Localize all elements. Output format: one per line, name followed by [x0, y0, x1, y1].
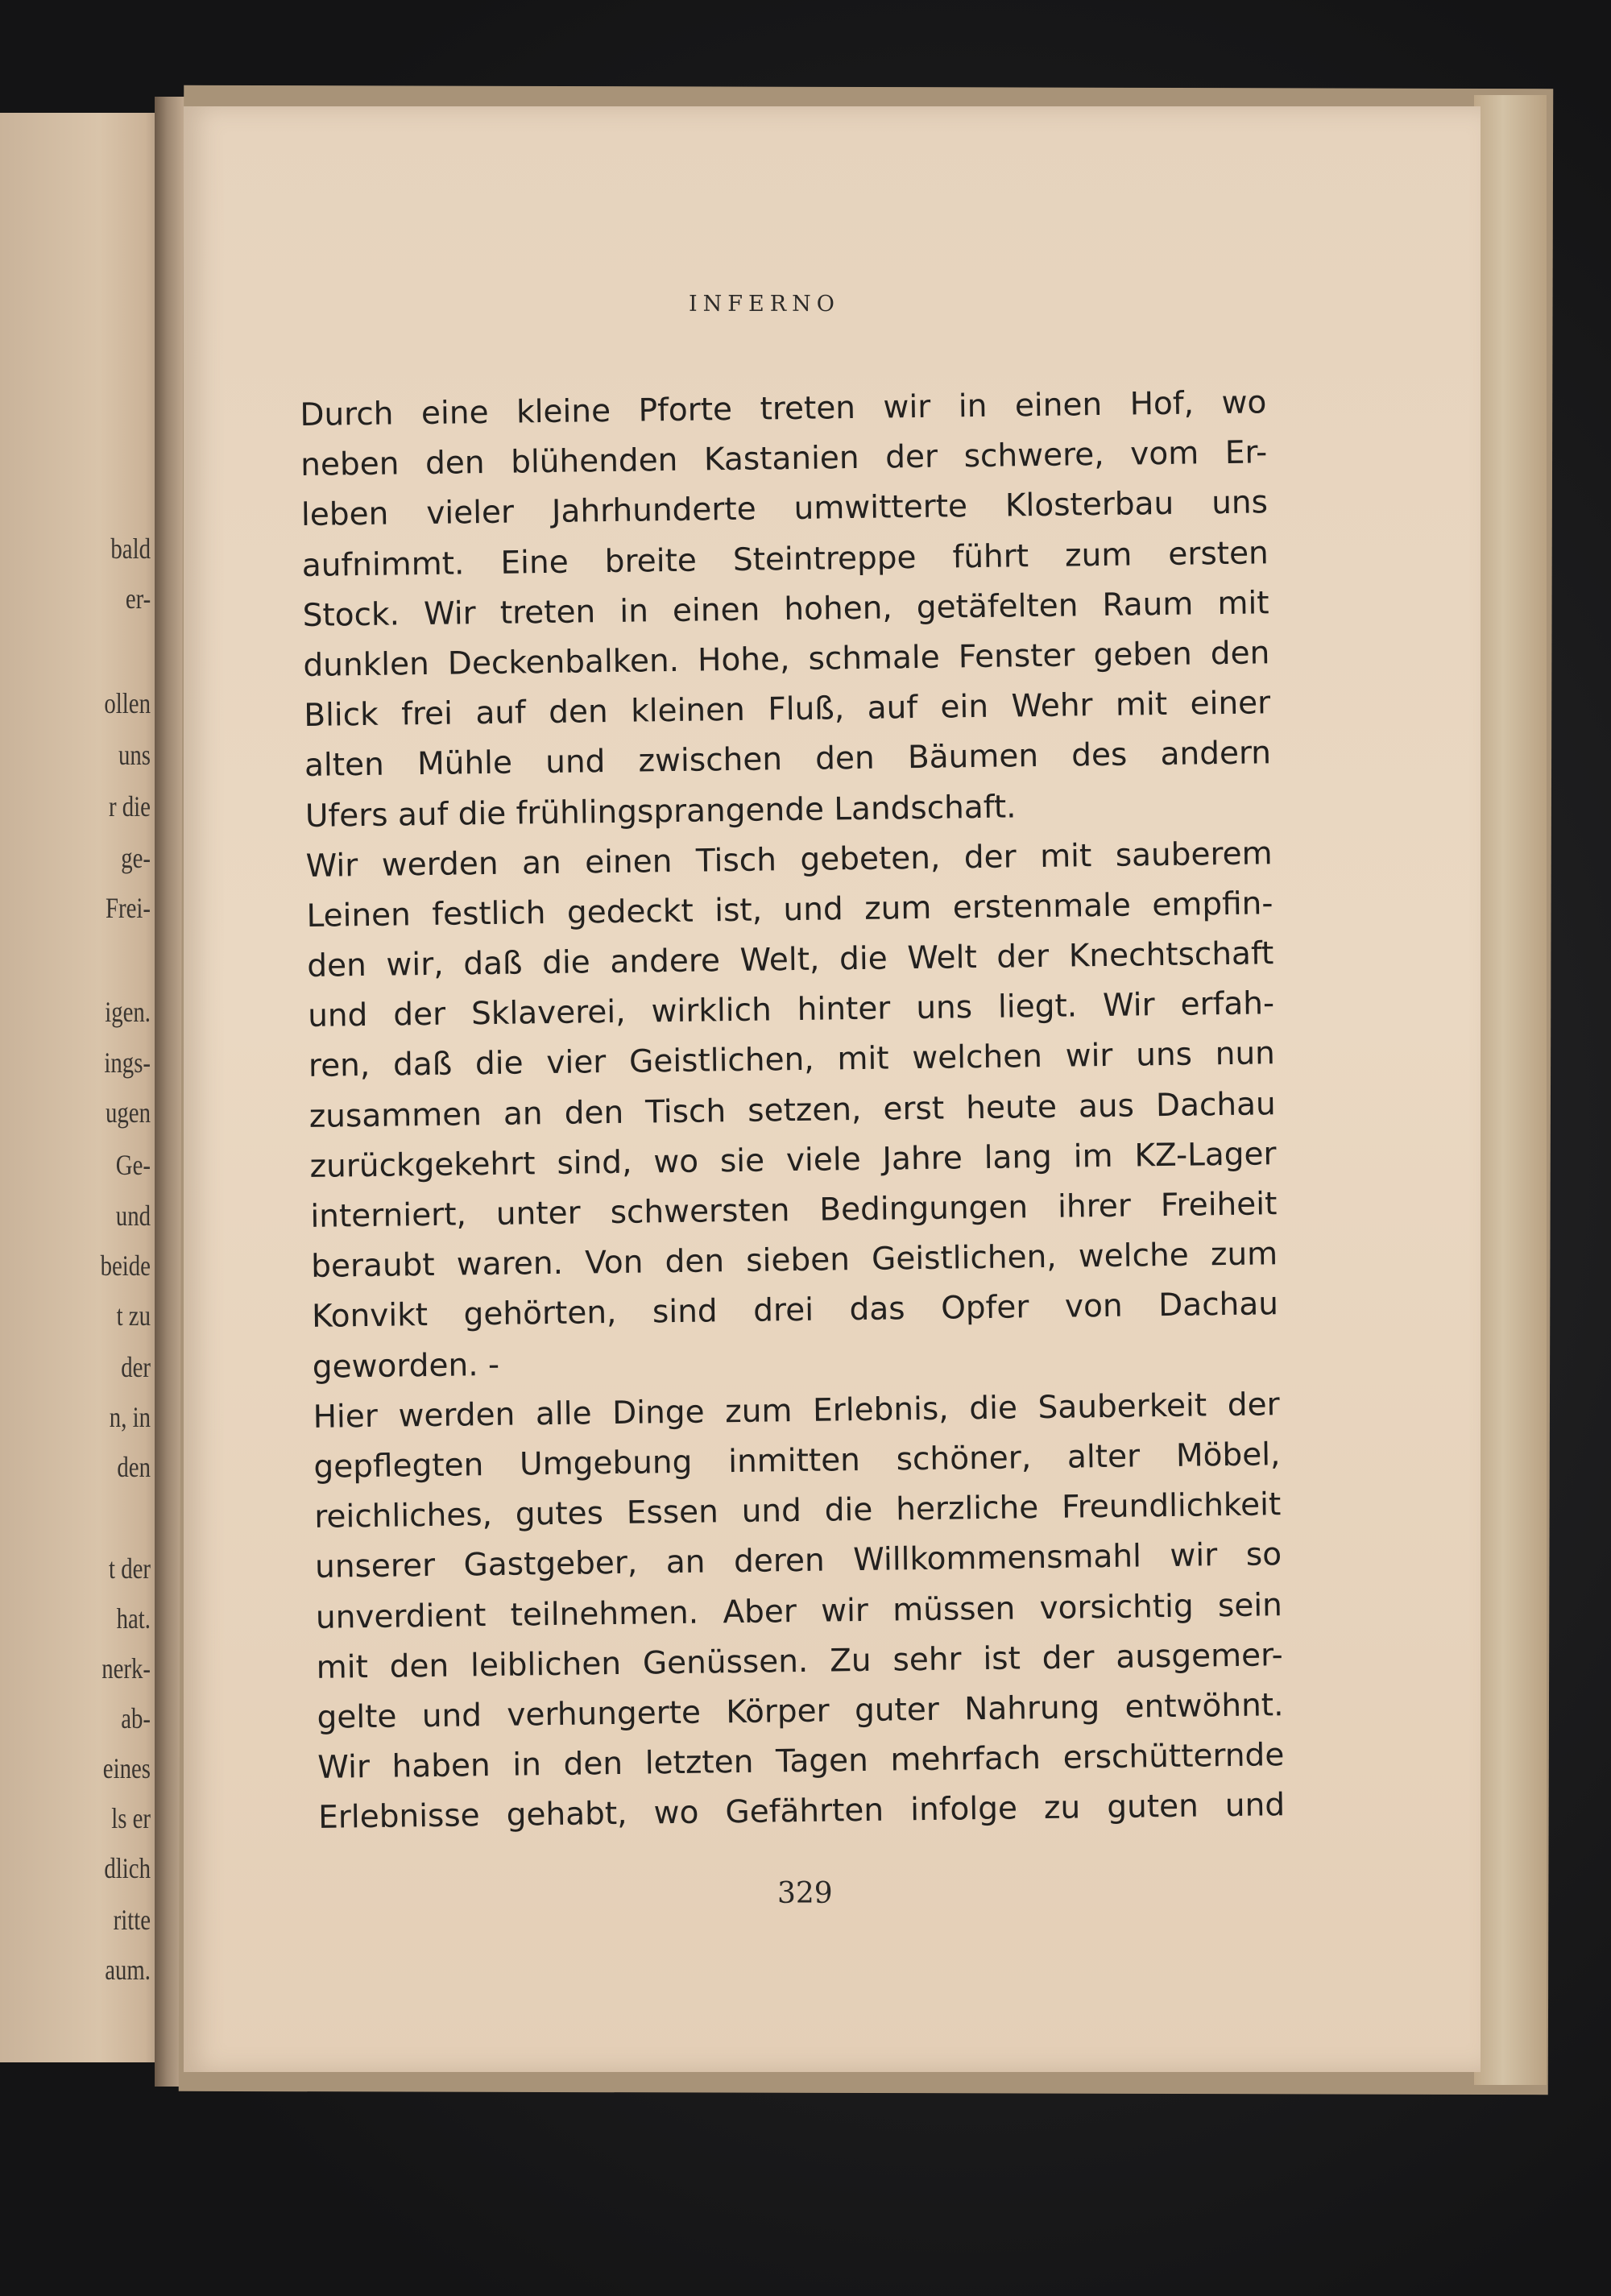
left-fragment: nerk- [101, 1652, 151, 1685]
left-fragment: Ge- [115, 1149, 151, 1181]
cover-right-edge [1474, 95, 1547, 2085]
text-line: gelte und verhungerte Körper guter Nahrung entwöhnt. [317, 1687, 1284, 1736]
text-line: unserer Gastgeber, an deren Willkommensmahl wir so [314, 1536, 1282, 1586]
left-fragment: t zu [116, 1299, 151, 1332]
left-fragment: igen. [105, 996, 151, 1028]
left-fragment: Frei- [106, 892, 151, 924]
text-line: beraubt waren. Von den sieben Geistlichen, welche zum [310, 1236, 1278, 1286]
left-fragment: ab- [121, 1702, 151, 1734]
text-line: reichliches, gutes Essen und die herzliche Freundlichkeit [314, 1486, 1282, 1536]
text-line: den wir, daß die andere Welt, die Welt der Knechtschaft [307, 935, 1274, 984]
text-line: und der Sklaverei, wirklich hinter uns liegt. Wir erfah- [307, 985, 1275, 1035]
text-line: zurückgekehrt sind, wo sie viele Jahre lang im KZ-Lager [309, 1136, 1277, 1185]
text-line: Blick frei auf den kleinen Fluß, auf ein Wehr mit einer [303, 685, 1271, 735]
left-fragment: ollen [104, 687, 151, 719]
text-line: Ufers auf die frühlingsprangende Landschaft. [304, 788, 1017, 835]
left-fragment: ritte [113, 1904, 151, 1936]
text-line: Erlebnisse gehabt, wo Gefährten infolge zu guten und [317, 1787, 1286, 1837]
text-line: geworden. - [312, 1346, 500, 1386]
left-page-fragment [0, 113, 165, 2062]
left-fragment: er- [125, 582, 151, 615]
left-fragment: eines [102, 1752, 151, 1784]
text-line: aufnimmt. Eine breite Steintreppe führt zum ersten [301, 534, 1269, 584]
left-fragment: dlich [104, 1852, 151, 1884]
text-line: ren, daß die vier Geistlichen, mit welchen wir uns nun [308, 1035, 1276, 1085]
left-fragment: aum. [105, 1954, 151, 1986]
text-line: mit den leiblichen Genüssen. Zu sehr ist der ausgemer- [316, 1636, 1283, 1686]
text-line: leben vieler Jahrhunderte umwitterte Klosterbau uns [300, 484, 1269, 534]
left-fragment: r die [109, 790, 151, 823]
left-fragment: hat. [116, 1602, 151, 1635]
text-line: gepflegten Umgebung inmitten schöner, alter Möbel, [313, 1436, 1281, 1486]
text-line: Stock. Wir treten in einen hohen, getäfelten Raum mit [302, 585, 1269, 634]
text-line: Leinen festlich gedeckt ist, und zum erstenmale empfin- [306, 885, 1273, 935]
left-fragment: beide [100, 1250, 151, 1282]
text-line: neben den blühenden Kastanien der schwere, vom Er- [300, 434, 1268, 484]
text-line: Durch eine kleine Pforte treten wir in einen Hof, wo [300, 384, 1267, 433]
running-head: INFERNO [689, 292, 840, 317]
page-number: 329 [777, 1877, 833, 1910]
left-fragment: t der [109, 1552, 151, 1585]
text-line: Hier werden alle Dinge zum Erlebnis, die Sauberkeit der [313, 1386, 1280, 1436]
text-line: Wir werden an einen Tisch gebeten, der mit sauberem [305, 835, 1273, 885]
left-fragment: ls er [111, 1802, 151, 1834]
left-fragment: ugen [106, 1096, 151, 1129]
body-text [300, 378, 1286, 1843]
text-line: zusammen an den Tisch setzen, erst heute aus Dachau [309, 1085, 1276, 1135]
left-fragment: der [121, 1351, 151, 1383]
left-fragment: ge- [121, 842, 151, 874]
text-line: Wir haben in den letzten Tagen mehrfach erschütternde [317, 1737, 1285, 1786]
text-line: Konvikt gehörten, sind drei das Opfer von Dachau [311, 1286, 1279, 1336]
left-fragment: ings- [104, 1046, 151, 1079]
text-line: dunklen Deckenbalken. Hohe, schmale Fenster geben den [303, 635, 1270, 684]
left-fragment: den [117, 1451, 151, 1483]
left-fragment: bald [110, 533, 151, 565]
left-fragment: und [115, 1200, 151, 1232]
left-fragment: n, in [109, 1401, 151, 1433]
left-fragment: uns [118, 739, 151, 771]
text-line: unverdient teilnehmen. Aber wir müssen vorsichtig sein [315, 1586, 1283, 1636]
text-line: alten Mühle und zwischen den Bäumen des andern [304, 735, 1272, 785]
text-line: interniert, unter schwersten Bedingungen ihrer Freiheit [310, 1186, 1278, 1235]
